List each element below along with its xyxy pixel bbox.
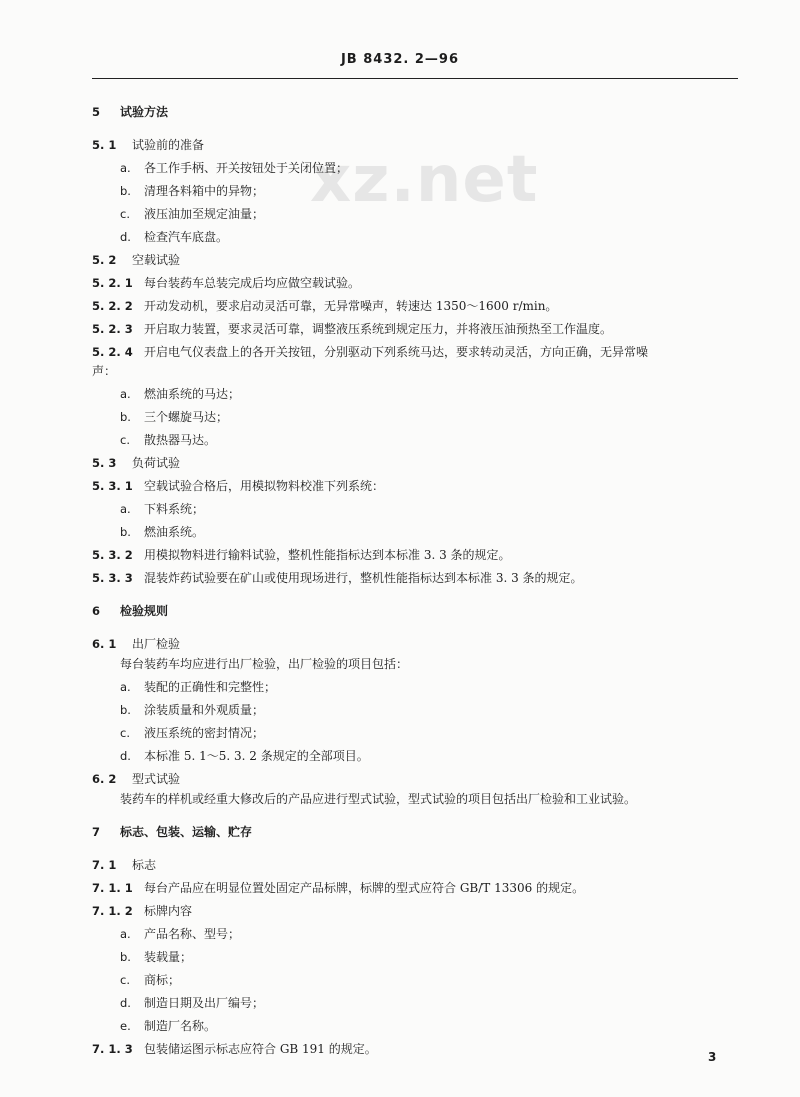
list-item-letter: c. — [120, 433, 130, 447]
clause-title: 标志 — [132, 858, 157, 872]
list-item-letter: c. — [120, 726, 130, 740]
list-item-text: 散热器马达。 — [144, 433, 217, 447]
list-item-letter: b. — [120, 525, 131, 539]
clause-text: 用模拟物料进行输料试验，整机性能指标达到本标准 3. 3 条的规定。 — [144, 548, 511, 562]
clause — [92, 478, 384, 494]
clause — [92, 903, 192, 919]
clause-text: 混装炸药试验要在矿山或使用现场进行，整机性能指标达到本标准 3. 3 条的规定。 — [144, 571, 583, 585]
list-item-text: 本标准 5. 1～5. 3. 2 条规定的全部项目。 — [144, 749, 369, 763]
clause-number: 5. 2. 3 — [92, 322, 133, 336]
clause-number: 5. 1 — [92, 138, 117, 152]
clause-number: 5. 2. 2 — [92, 299, 133, 313]
list-item-text: 液压油加至规定油量； — [144, 207, 265, 221]
clause — [92, 344, 648, 360]
list-item-text: 装载量； — [144, 950, 193, 964]
section-title: 检验规则 — [120, 604, 169, 618]
clause-text: 每台产品应在明显位置处固定产品标牌，标牌的型式应符合 GB/T 13306 的规定。 — [144, 881, 585, 895]
list-item-letter: c. — [120, 207, 130, 221]
clause-number: 7. 1. 3 — [92, 1042, 133, 1056]
clause-text: 开启取力装置，要求灵活可靠，调整液压系统到规定压力，并将液压油预热至工作温度。 — [144, 322, 613, 336]
list-item — [120, 432, 216, 448]
list-item — [120, 926, 240, 942]
list-item — [120, 183, 264, 199]
clause-continuation: 声： — [92, 364, 117, 378]
clause-title: 试验前的准备 — [132, 138, 205, 152]
clause — [92, 1041, 377, 1057]
clause-number: 5. 3. 1 — [92, 479, 133, 493]
list-item — [120, 702, 264, 718]
clause-number: 7. 1. 2 — [92, 904, 133, 918]
list-item-text: 商标； — [144, 973, 181, 987]
clause — [92, 880, 584, 896]
list-item-text: 下料系统； — [144, 502, 205, 516]
clause-title: 空载试验 — [132, 253, 181, 267]
list-item-letter: e. — [120, 1019, 131, 1033]
subsection-heading — [92, 771, 180, 787]
list-item-text: 清理各料箱中的异物； — [144, 184, 265, 198]
clause — [92, 298, 557, 314]
list-item — [120, 725, 264, 741]
list-item-letter: a. — [120, 161, 131, 175]
clause — [92, 547, 511, 563]
list-item-letter: d. — [120, 230, 131, 244]
list-item — [120, 972, 180, 988]
list-item — [120, 748, 369, 764]
section-heading — [92, 104, 168, 120]
subsection-heading — [92, 455, 180, 471]
clause-number: 5. 2. 1 — [92, 276, 133, 290]
clause — [92, 570, 583, 586]
paragraph: 每台装药车均应进行出厂检验，出厂检验的项目包括： — [120, 657, 409, 671]
clause-number: 5. 2 — [92, 253, 117, 267]
clause — [92, 275, 360, 291]
list-item-letter: d. — [120, 749, 131, 763]
section-title: 标志、包装、运输、贮存 — [120, 825, 253, 839]
clause-number: 6. 1 — [92, 637, 117, 651]
clause-number: 5. 3. 3 — [92, 571, 133, 585]
clause-title: 型式试验 — [132, 772, 181, 786]
clause — [92, 321, 612, 337]
section-heading — [92, 603, 168, 619]
subsection-heading — [92, 252, 180, 268]
section-number: 7 — [92, 825, 101, 839]
clause-title: 负荷试验 — [132, 456, 181, 470]
section-number: 6 — [92, 604, 101, 618]
list-item-letter: b. — [120, 950, 131, 964]
list-item-text: 检查汽车底盘。 — [144, 230, 229, 244]
list-item — [120, 386, 240, 402]
list-item-letter: b. — [120, 410, 131, 424]
clause-number: 5. 3. 2 — [92, 548, 133, 562]
clause-text: 开动发动机，要求启动灵活可靠，无异常噪声，转速达 1350～1600 r/min。 — [144, 299, 558, 313]
list-item-letter: a. — [120, 927, 131, 941]
list-item — [120, 229, 228, 245]
section-title: 试验方法 — [120, 105, 169, 119]
clause-number: 7. 1. 1 — [92, 881, 133, 895]
clause-number: 5. 3 — [92, 456, 117, 470]
list-item-letter: d. — [120, 996, 131, 1010]
list-item-text: 装配的正确性和完整性； — [144, 680, 277, 694]
section-heading — [92, 824, 252, 840]
list-item-text: 各工作手柄、开关按钮处于关闭位置； — [144, 161, 349, 175]
list-item-letter: b. — [120, 184, 131, 198]
paragraph: 装药车的样机或经重大修改后的产品应进行型式试验，型式试验的项目包括出厂检验和工业试验。 — [120, 792, 637, 806]
list-item-text: 产品名称、型号； — [144, 927, 241, 941]
list-item-text: 制造厂名称。 — [144, 1019, 217, 1033]
list-item — [120, 409, 228, 425]
watermark: xz.net — [310, 143, 539, 217]
list-item — [120, 501, 204, 517]
clause-text: 包装储运图示标志应符合 GB 191 的规定。 — [144, 1042, 377, 1056]
list-item — [120, 949, 192, 965]
list-item — [120, 206, 264, 222]
list-item-text: 制造日期及出厂编号； — [144, 996, 265, 1010]
list-item — [120, 160, 348, 176]
clause-text: 每台装药车总装完成后均应做空载试验。 — [144, 276, 361, 290]
list-item — [120, 1018, 216, 1034]
subsection-heading — [92, 636, 180, 652]
page-number: 3 — [708, 1050, 717, 1064]
clause-text: 开启电气仪表盘上的各开关按钮，分别驱动下列系统马达，要求转动灵活，方向正确，无异常噪 — [144, 345, 649, 359]
clause-number: 5. 2. 4 — [92, 345, 133, 359]
standard-code-header: JB 8432. 2—96 — [340, 52, 460, 67]
list-item-text: 燃油系统。 — [144, 525, 205, 539]
subsection-heading — [92, 137, 204, 153]
list-item-letter: a. — [120, 387, 131, 401]
list-item-letter: b. — [120, 703, 131, 717]
list-item — [120, 995, 264, 1011]
clause-number: 6. 2 — [92, 772, 117, 786]
list-item-text: 涂装质量和外观质量； — [144, 703, 265, 717]
list-item — [120, 679, 276, 695]
list-item-text: 三个螺旋马达； — [144, 410, 229, 424]
list-item — [120, 524, 204, 540]
list-item-letter: c. — [120, 973, 130, 987]
clause-text: 空载试验合格后，用模拟物料校准下列系统： — [144, 479, 385, 493]
list-item-text: 燃油系统的马达； — [144, 387, 241, 401]
list-item-text: 液压系统的密封情况； — [144, 726, 265, 740]
clause-number: 7. 1 — [92, 858, 117, 872]
list-item-letter: a. — [120, 502, 131, 516]
clause-title: 标牌内容 — [144, 904, 193, 918]
section-number: 5 — [92, 105, 101, 119]
subsection-heading — [92, 857, 156, 873]
clause-title: 出厂检验 — [132, 637, 181, 651]
list-item-letter: a. — [120, 680, 131, 694]
